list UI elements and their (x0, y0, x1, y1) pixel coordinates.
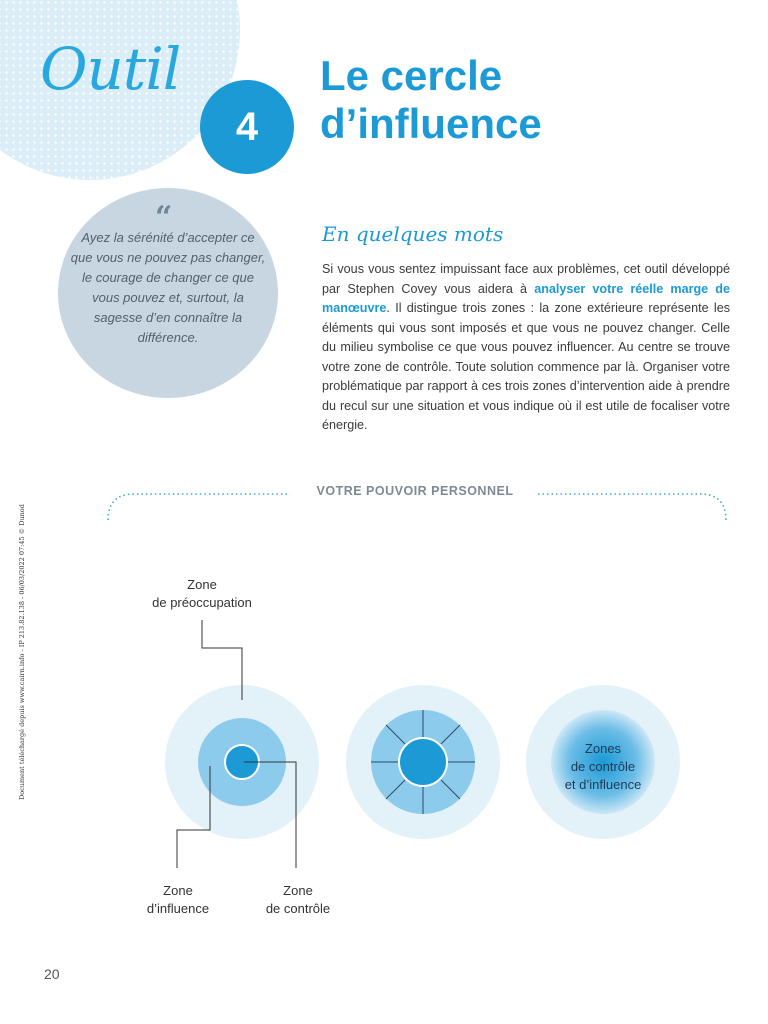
label-merged-zones (553, 740, 653, 794)
label-controle-line2: de contrôle (265, 901, 331, 916)
quote-text: Ayez la sérénité d’accepter ce que vous ne pouvez pas changer, le courage de changer ce que vous pouvez et, surtout, la sagesse d’en connaître la différence. (70, 230, 266, 345)
label-merged-line2: de contrôle (570, 759, 636, 774)
label-zone-controle (250, 882, 346, 918)
label-controle-line1: Zone (283, 883, 313, 898)
center-zone-2 (399, 738, 447, 786)
label-zone-influence (130, 882, 226, 918)
label-merged-line1: Zones (584, 741, 622, 756)
label-influence-line1: Zone (163, 883, 193, 898)
label-preoccupation-line2: de préoccupation (152, 595, 252, 610)
body-text-highlight: analyser votre réelle marge de manœuvre (322, 281, 730, 315)
body-text-end: . Il distingue trois zones : la zone extérieure représente les éléments qui vous sont imposés et que vous ne pouvez changer. Celle du milieu symbolise ce que vous pouvez influencer. Au centre se trouve votre zone de contrôle. Toute solution commence par là. Organiser votre problématique par rapport à ces trois zones d’intervention aide à prendre du recul sur une situation et vous indique où il est utile de focaliser votre énergie. (322, 301, 730, 432)
section-heading: En quelques mots (322, 222, 504, 246)
page-number: 20 (44, 966, 60, 982)
page-title (320, 52, 750, 148)
body-text-start: Si vous vous sentez impuissant face aux problèmes, cet outil développé par Stephen Covey vous aidera à (322, 262, 730, 296)
label-zone-preoccupation (130, 576, 274, 612)
label-merged-line3: et d’influence (564, 777, 642, 792)
banner-label: VOTRE POUVOIR PERSONNEL (295, 484, 535, 498)
label-preoccupation-line1: Zone (187, 577, 217, 592)
quote-mark-icon: “ (155, 200, 173, 235)
label-influence-line2: d’influence (146, 901, 210, 916)
outil-label: Outil (40, 35, 181, 103)
title-line-1: Le cercle (320, 52, 503, 99)
influence-diagram (0, 560, 768, 940)
body-paragraph (322, 260, 730, 436)
tool-number-badge: 4 (200, 80, 294, 174)
title-line-2: d’influence (320, 100, 542, 147)
download-note-text: Document téléchargé depuis www.cairn.info - IP 213.82.138 - 06/03/2022 07:45 © Dunod (18, 504, 26, 800)
